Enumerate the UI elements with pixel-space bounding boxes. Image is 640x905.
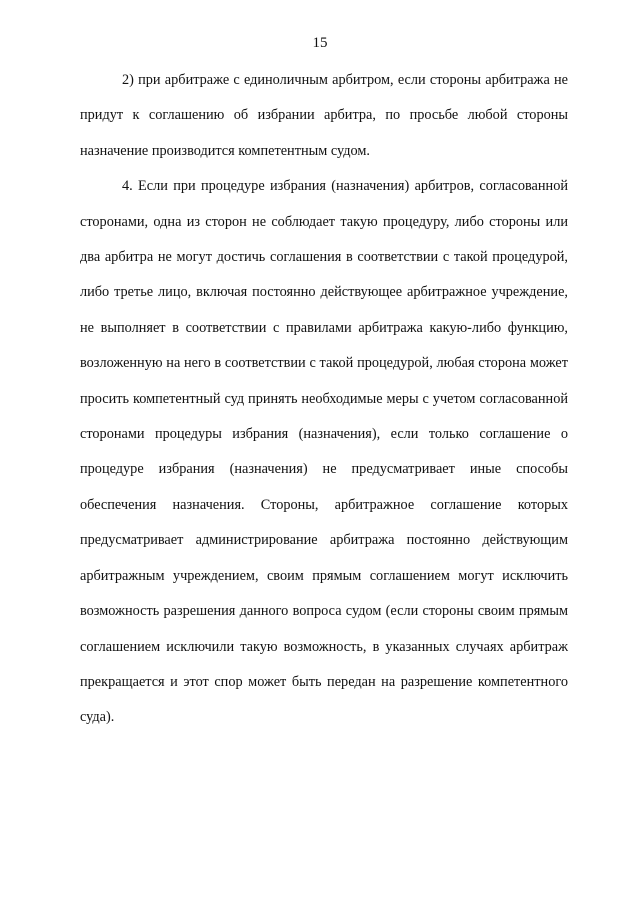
page-number: 15 bbox=[312, 35, 328, 51]
document-body bbox=[80, 63, 568, 736]
paragraph-point-4: 4. Если при процедуре избрания (назначения) арбитров, согласованной сторонами, одна из сторон не соблюдает такую процедуру, либо стороны или два арбитра не могут достичь соглашения в соответствии с такой процедурой, либо третье лицо, включая постоянно действующее арбитражное учреждение, не выполняет в соответствии с правилами арбитража какую-либо функцию, возложенную на него в соответствии с такой процедурой, любая сторона может просить компетентный суд принять необходимые меры с учетом согласованной сторонами процедуры избрания (назначения), если только соглашение о процедуре избрания (назначения) не предусматривает иные способы обеспечения назначения. Стороны, арбитражное соглашение которых предусматривает администрирование арбитража постоянно действующим арбитражным учреждением, своим прямым соглашением могут исключить возможность разрешения данного вопроса судом (если стороны своим прямым соглашением исключили такую возможность, в указанных случаях арбитраж прекращается и этот спор может быть передан на разрешение компетентного суда). bbox=[80, 178, 568, 726]
paragraph-item-2: 2) при арбитраже с единоличным арбитром, если стороны арбитража не придут к соглашению об избрании арбитра, по просьбе любой стороны назначение производится компетентным судом. bbox=[80, 72, 568, 159]
